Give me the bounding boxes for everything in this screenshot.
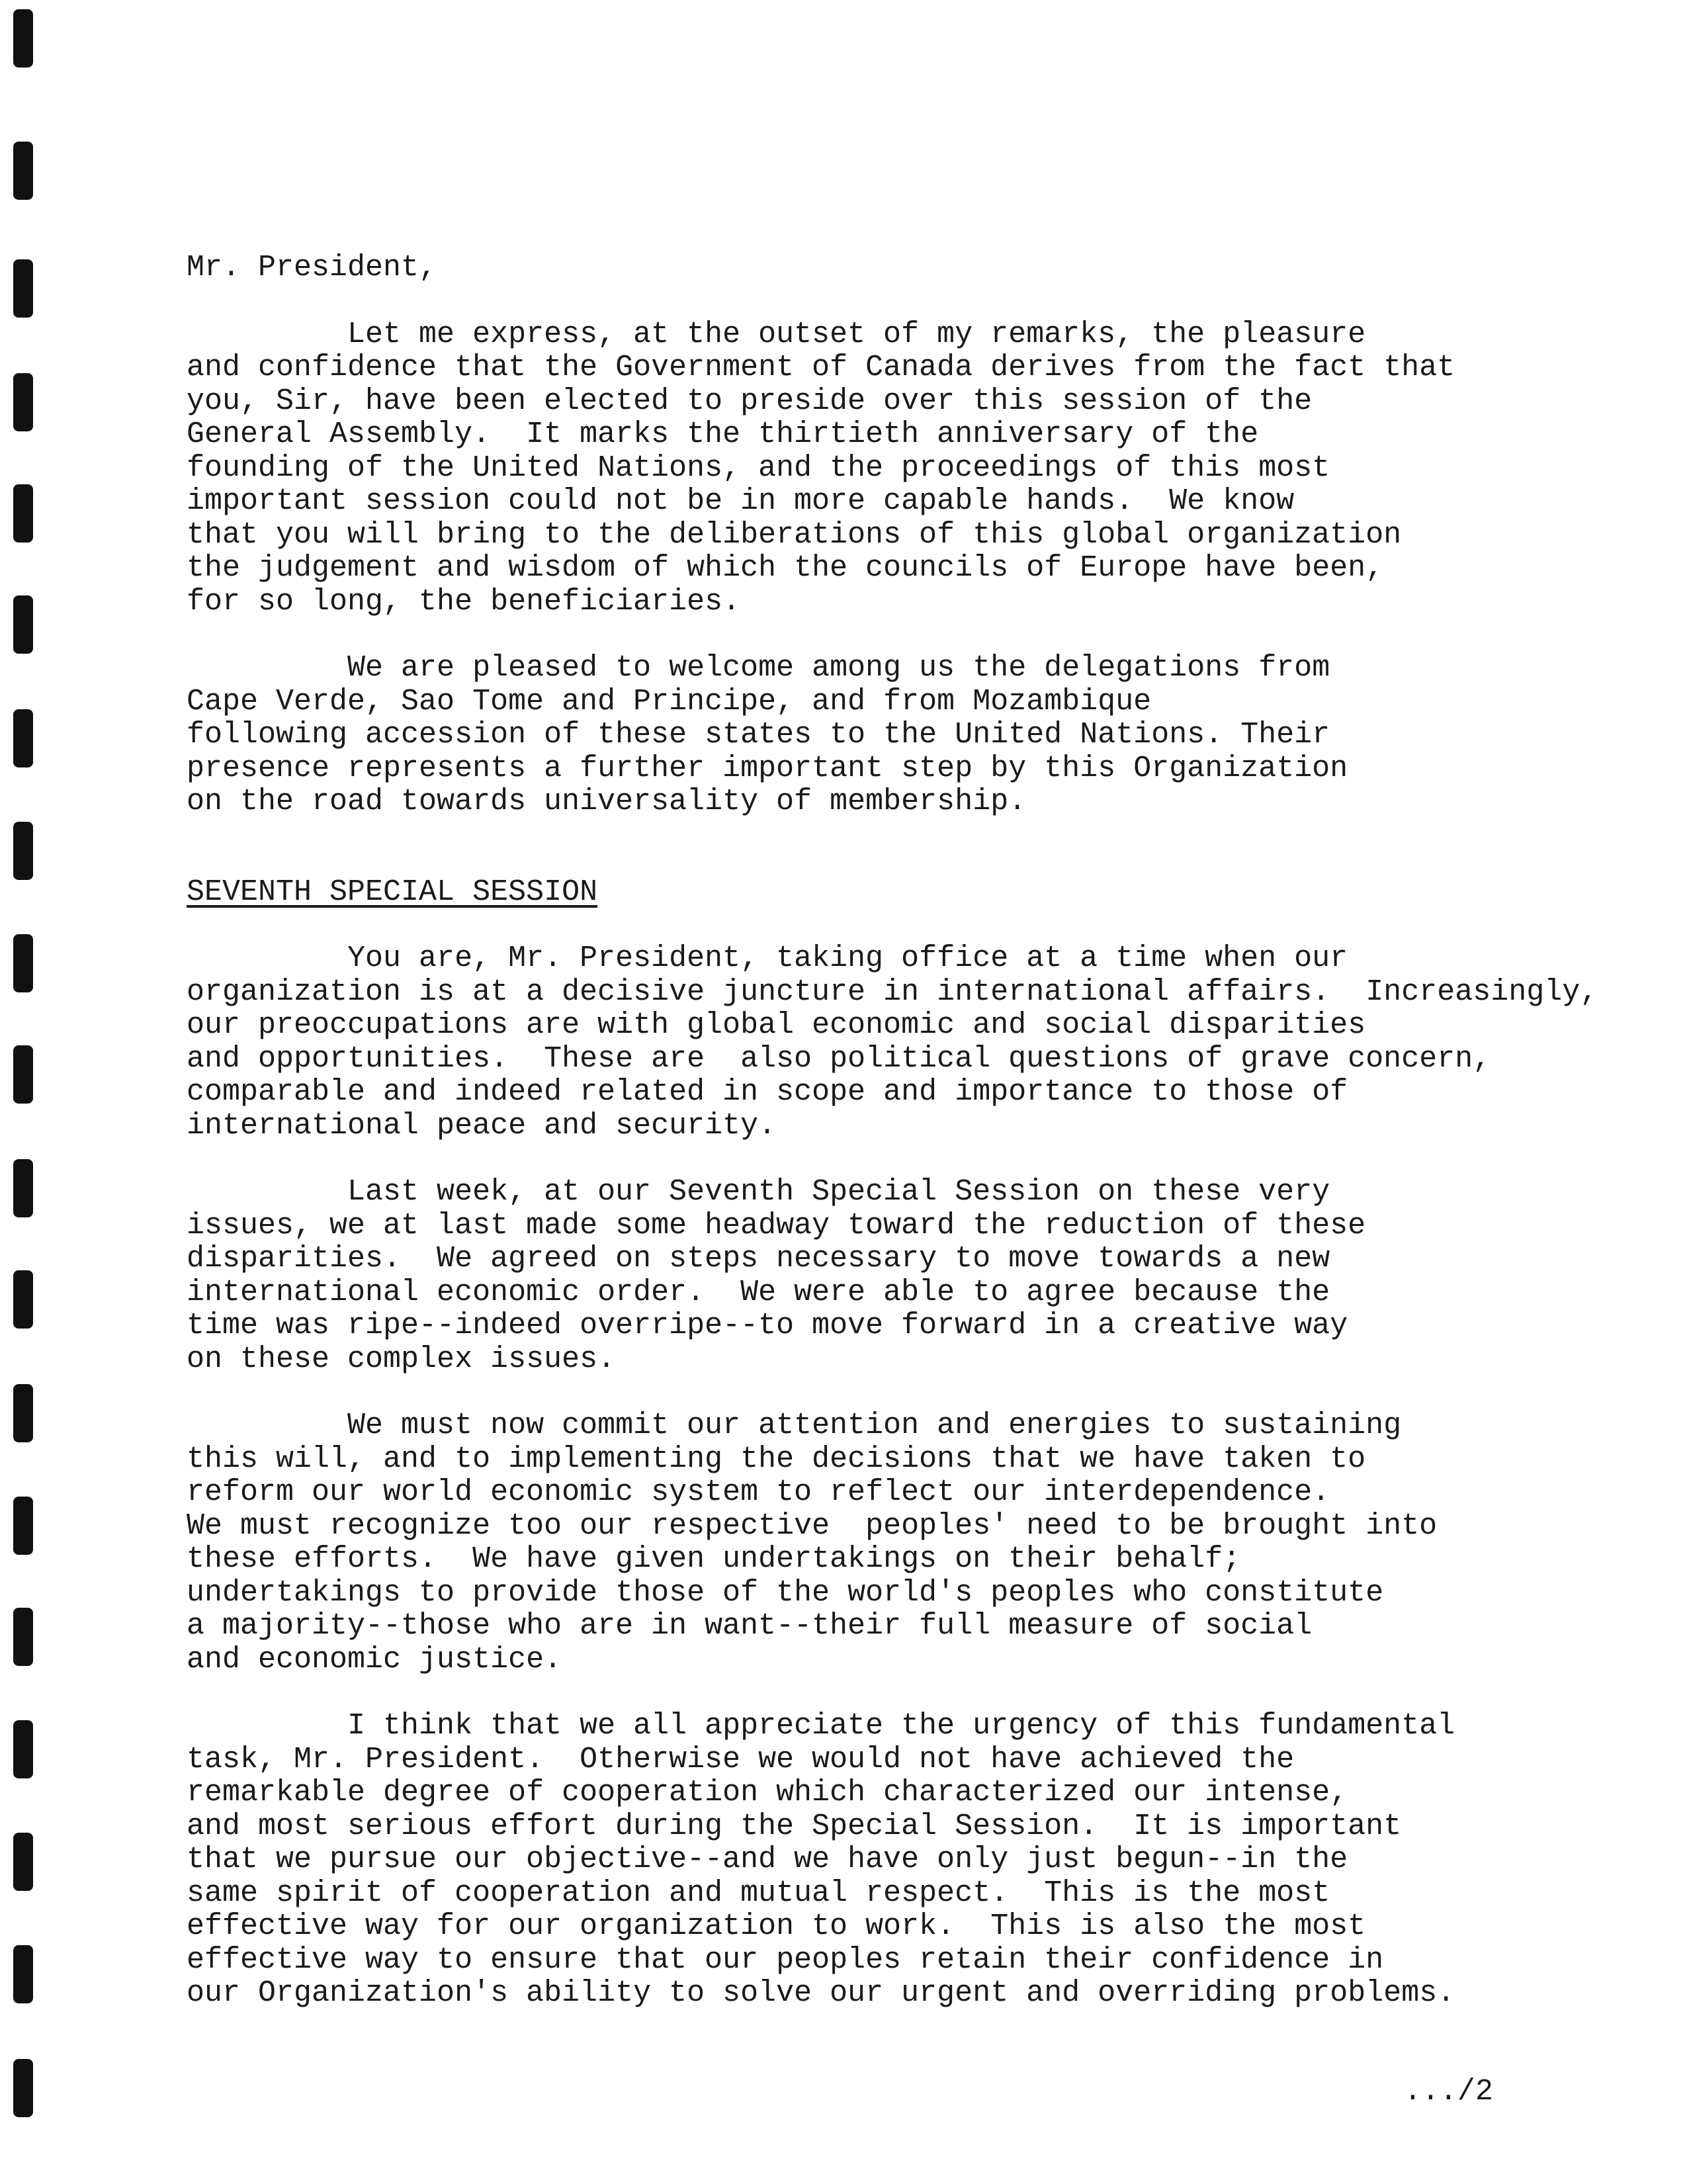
text-line: you, Sir, have been elected to preside over this session of the: [187, 384, 1313, 418]
text-line: that you will bring to the deliberations of this global organization: [187, 517, 1402, 552]
text-line: international peace and security.: [187, 1108, 777, 1143]
binder-mark: [13, 484, 33, 543]
speech-body: [187, 318, 1642, 2011]
text-line: We are pleased to welcome among us the delegations from: [187, 651, 1330, 685]
text-line: We must recognize too our respective peoples' need to be brought into: [187, 1508, 1438, 1543]
text-line: our Organization's ability to solve our urgent and overriding problems.: [187, 1976, 1455, 2010]
text-line: I think that we all appreciate the urgency of this fundamental: [187, 1709, 1455, 1743]
text-line: following accession of these states to the United Nations. Their: [187, 718, 1330, 752]
text-line: remarkable degree of cooperation which characterized our intense,: [187, 1776, 1348, 1810]
binder-mark: [13, 9, 33, 67]
text-line: same spirit of cooperation and mutual respect. This is the most: [187, 1876, 1330, 1910]
text-line: time was ripe--indeed overripe--to move forward in a creative way: [187, 1309, 1348, 1342]
text-line: on the road towards universality of membership.: [187, 785, 1027, 818]
text-line: and most serious effort during the Special Session. It is important: [187, 1809, 1402, 1843]
text-line: effective way for our organization to work. This is also the most: [187, 1909, 1366, 1943]
text-line: undertakings to provide those of the world's peoples who constitute: [187, 1575, 1384, 1610]
binder-mark: [13, 373, 33, 431]
text-line: comparable and indeed related in scope and importance to those of: [187, 1075, 1348, 1109]
binder-mark: [13, 1608, 33, 1666]
text-line: Let me express, at the outset of my remarks, the pleasure: [187, 317, 1366, 351]
text-line: and opportunities. These are also political questions of grave concern,: [187, 1041, 1491, 1076]
text-line: for so long, the beneficiaries.: [187, 584, 741, 619]
speech-page: [187, 251, 1642, 2044]
binder-mark: [13, 1384, 33, 1442]
binder-mark: [13, 709, 33, 767]
paragraph: [187, 1409, 1642, 1677]
paragraph: [187, 1710, 1642, 2011]
text-line: our preoccupations are with global economic and social disparities: [187, 1008, 1366, 1042]
binder-mark: [13, 1045, 33, 1104]
text-line: on these complex issues.: [187, 1342, 616, 1376]
text-line: and economic justice.: [187, 1642, 562, 1677]
text-line: that we pursue our objective--and we have only just begun--in the: [187, 1843, 1348, 1876]
text-line: effective way to ensure that our peoples retain their confidence in: [187, 1943, 1384, 1977]
salutation: Mr. President,: [187, 251, 437, 284]
text-line: the judgement and wisdom of which the councils of Europe have been,: [187, 551, 1384, 585]
binder-holes: [0, 0, 53, 2184]
page-continuation: .../2: [1404, 2075, 1494, 2109]
binder-mark: [13, 822, 33, 880]
text-line: issues, we at last made some headway toward the reduction of these: [187, 1208, 1366, 1243]
text-line: important session could not be in more capable hands. We know: [187, 484, 1295, 518]
binder-mark: [13, 1945, 33, 2003]
text-line: these efforts. We have given undertakings on their behalf;: [187, 1542, 1241, 1576]
text-line: presence represents a further important step by this Organization: [187, 751, 1348, 785]
text-line: international economic order. We were able to agree because the: [187, 1275, 1330, 1309]
binder-mark: [13, 259, 33, 318]
paragraph: [187, 318, 1642, 619]
text-line: Cape Verde, Sao Tome and Principe, and from Mozambique: [187, 684, 1152, 719]
text-line: reform our world economic system to reflect our interdependence.: [187, 1475, 1330, 1509]
text-line: task, Mr. President. Otherwise we would not have achieved the: [187, 1742, 1295, 1776]
text-line: organization is at a decisive juncture in international affairs. Increasingly,: [187, 975, 1598, 1009]
text-line: and confidence that the Government of Canada derives from the fact that: [187, 351, 1455, 384]
text-line: this will, and to implementing the decisions that we have taken to: [187, 1442, 1366, 1476]
binder-mark: [13, 934, 33, 992]
text-line: General Assembly. It marks the thirtieth anniversary of the: [187, 417, 1259, 451]
binder-mark: [13, 142, 33, 200]
text-line: founding of the United Nations, and the proceedings of this most: [187, 451, 1330, 485]
binder-mark: [13, 595, 33, 654]
binder-mark: [13, 1497, 33, 1555]
text-line: Last week, at our Seventh Special Session on these very: [187, 1175, 1330, 1209]
text-line: We must now commit our attention and energies to sustaining: [187, 1409, 1402, 1442]
paragraph: [187, 942, 1642, 1143]
text-line: You are, Mr. President, taking office at a time when our: [187, 941, 1348, 975]
binder-mark: [13, 1720, 33, 1778]
paragraph: [187, 1176, 1642, 1376]
text-line: a majority--those who are in want--their full measure of social: [187, 1609, 1313, 1643]
section-heading: SEVENTH SPECIAL SESSION: [187, 875, 598, 909]
binder-mark: [13, 1270, 33, 1329]
binder-mark: [13, 2059, 33, 2117]
binder-mark: [13, 1833, 33, 1891]
text-line: disparities. We agreed on steps necessary to move towards a new: [187, 1242, 1330, 1276]
binder-mark: [13, 1159, 33, 1217]
paragraph: [187, 652, 1642, 819]
